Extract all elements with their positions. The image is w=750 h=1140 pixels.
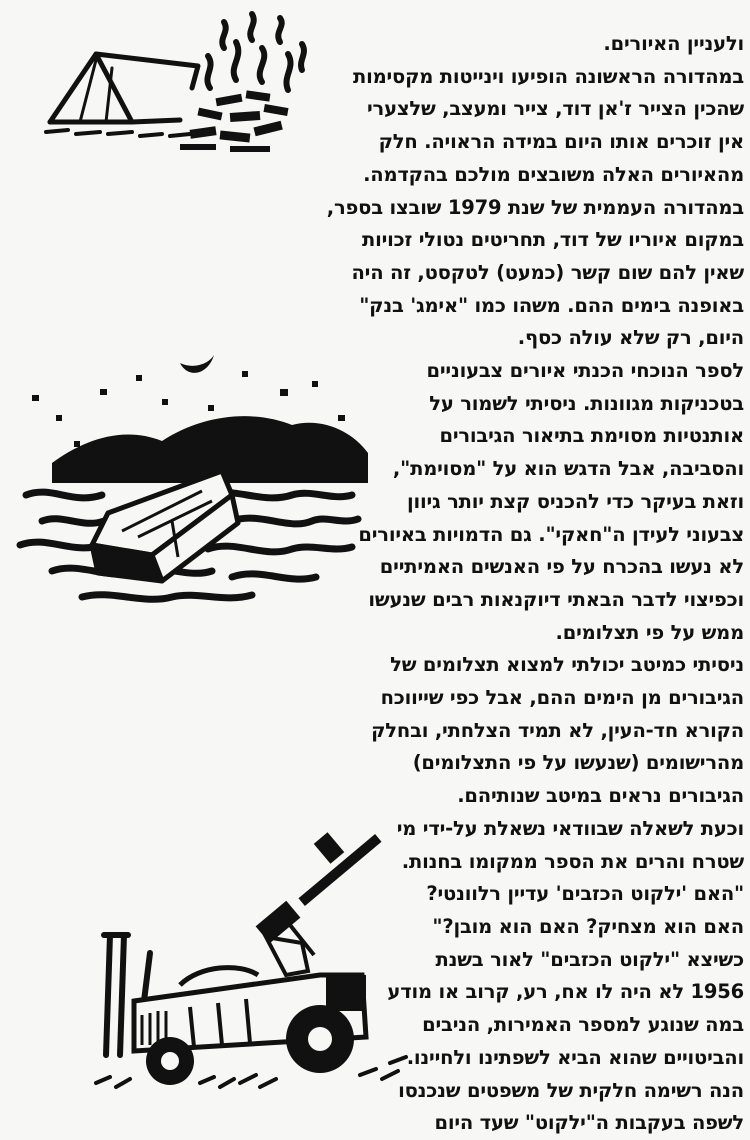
text-line: שהכין הצייר ז'אן דוד, צייר ומעצב, שלצערי xyxy=(366,97,744,121)
text-line: וזאת בעיקר כדי להכניס קצת יותר גיוון xyxy=(406,489,744,513)
text-line: וכפיצוי לדבר הבאתי דיוקנאות רבים שנעשו xyxy=(368,587,744,611)
text-line: בטכניקות מגוונות. ניסיתי לשמור על xyxy=(429,391,744,415)
text-line: כשיצא "ילקוט הכזבים" לאור בשנת xyxy=(435,947,744,971)
text-line: והסביבה, אבל הדגש הוא על "מסוימת", xyxy=(392,457,744,481)
text-line: האם הוא מצחיק? האם הוא מובן?" xyxy=(432,914,744,938)
text-line: הגיבורים מן הימים ההם, אבל כפי שייווכח xyxy=(380,686,744,710)
text-line: מהאיורים האלה משובצים מולכם בהקדמה. xyxy=(363,162,744,186)
text-line: במהדורה הראשונה הופיעו וינייטות מקסימות xyxy=(352,64,744,88)
text-line: ניסיתי כמיטב יכולתי למצוא תצלומים של xyxy=(390,653,744,677)
text-line: "האם 'ילקוט הכזבים' עדיין רלוונטי? xyxy=(426,882,744,906)
text-line: במהדורה העממית של שנת 1979 שובצו בספר, xyxy=(326,195,744,219)
text-line: לשפה בעקבות ה"ילקוט" שעד היום xyxy=(434,1111,744,1135)
text-line: שטרח והרים את הספר ממקומו בחנות. xyxy=(401,849,744,873)
text-line: באופנה בימים ההם. משהו כמו "אימג' בנק" xyxy=(359,293,744,317)
jeep-icon xyxy=(90,825,420,1095)
text-line: הגיבורים נראים במיטב שנותיהם. xyxy=(457,784,744,808)
text-line: אותנטיות מסוימת בתיאור הגיבורים xyxy=(439,424,744,448)
text-line: היום, רק שלא עולה כסף. xyxy=(517,326,744,350)
text-line: לא נעשו בהכרח על פי האנשים האמיתיים xyxy=(379,555,744,579)
text-line: 1956 לא היה לו אח, רע, קרוב או מודע xyxy=(387,980,744,1004)
rowboat-illustration xyxy=(12,345,372,610)
text-line: ממש על פי תצלומים. xyxy=(555,620,744,644)
text-line: במה שנוגע למספר האמירות, הניבים xyxy=(422,1013,744,1037)
text-line: והביטויים שהוא הביא לשפתינו ולחיינו. xyxy=(406,1045,744,1069)
tent-campfire-icon xyxy=(40,10,320,180)
text-line: במקום איוריו של דוד, תחריטים נטולי זכויות xyxy=(362,228,744,252)
text-line: לספר הנוכחי הכנתי איורים צבעוניים xyxy=(426,359,744,383)
tent-campfire-illustration xyxy=(40,10,320,180)
text-line: וכעת לשאלה שבוודאי נשאלת על-ידי מי xyxy=(396,816,744,840)
text-line: שאין להם שום קשר (כמעט) לטקסט, זה היה xyxy=(351,260,744,284)
text-line: אין זוכרים אותו היום במידה הראויה. חלק xyxy=(378,130,744,154)
text-line: צבעוני לעידן ה"חאקי". גם הדמויות באיורים xyxy=(358,522,744,546)
jeep-illustration xyxy=(90,825,420,1095)
text-line: הנה רשימה חלקית של משפטים שנכנסו xyxy=(398,1078,744,1102)
rowboat-icon xyxy=(12,345,372,610)
text-line: ולעניין האיורים. xyxy=(603,32,744,55)
text-line: הקורא חד-העין, לא תמיד הצלחתי, ובחלק xyxy=(371,718,744,742)
text-line: מהרישומים (שנעשו על פי התצלומים) xyxy=(412,751,744,775)
